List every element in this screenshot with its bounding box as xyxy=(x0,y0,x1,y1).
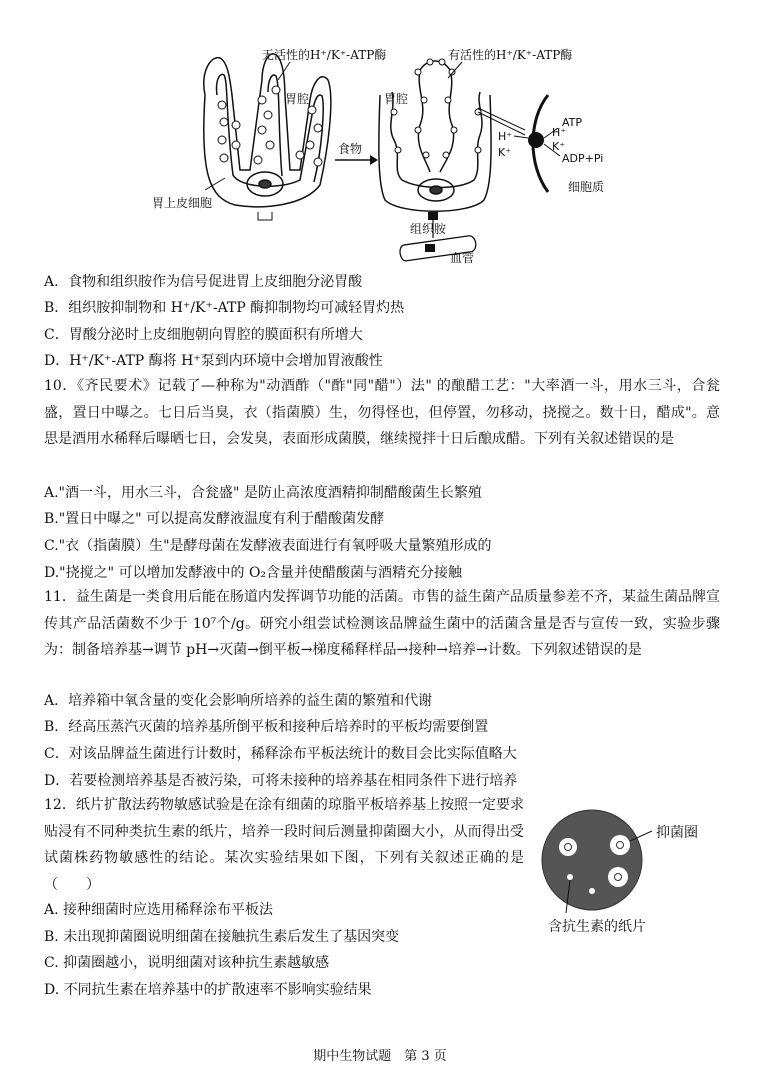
stomach-acid-figure xyxy=(0,0,760,270)
q10-option-b: B."置日中曝之" 可以提高发酵液温度有利于醋酸菌发酵 xyxy=(44,511,385,527)
q12-stem: 12．纸片扩散法药物敏感试验是在涂有细菌的琼脂平板培养基上按照一定要求贴浸有不同种类抗生素的纸片，培养一段时间后测量抑菌圈大小，从而得出受试菌株药物敏感性的结论。某次实验结果如下图，下列有关叙述正确的是（ ） xyxy=(44,797,524,893)
q10-option-d: D."挠搅之" 可以增加发酵液中的 O₂含量并使醋酸菌与酒精充分接触 xyxy=(44,565,463,581)
page-footer: 期中生物试题 第 3 页 xyxy=(313,1049,447,1064)
antibiotic-paper-label: 含抗生素的纸片 xyxy=(548,919,646,935)
q12-option-b: B. 未出现抑菌圈说明细菌在接触抗生素后发生了基因突变 xyxy=(44,929,400,945)
q10-option-c: C."衣（指菌膜）生"是酵母菌在发酵液表面进行有氧呼吸大量繁殖形成的 xyxy=(44,538,492,554)
stomach-acid-diagram xyxy=(0,0,760,270)
inhibition-zone xyxy=(608,867,628,887)
q12-option-c: C. 抑菌圈越小，说明细菌对该种抗生素越敏感 xyxy=(44,955,330,971)
food-label: 食物 xyxy=(338,142,363,156)
q9-option-a: A．食物和组织胺作为信号促进胃上皮细胞分泌胃酸 xyxy=(44,274,363,290)
q10-option-a: A."酒一斗，用水三斗，合瓮盛" 是防止高浓度酒精抑制醋酸菌生长繁殖 xyxy=(44,485,482,501)
h-ion-in-label: H⁺ xyxy=(552,126,567,139)
q11-stem: 11．益生菌是一类食用后能在肠道内发挥调节功能的活菌。市售的益生菌产品质量参差不齐，某益生菌品牌宣传其产品活菌数不少于 10⁷个/g。研究小组尝试检测该品牌益生菌中的活菌含量是否与宣传一致，实验步骤为：制备培养基→调节 pH→灭菌→倒平板→梯度稀释样品→接种→培养→计数。下列叙述错误的是 xyxy=(44,589,720,659)
inactive-enzyme-label: 无活性的H⁺/K⁺-ATP酶 xyxy=(262,48,387,62)
inhibition-zone xyxy=(610,835,630,855)
q12-option-d: D. 不同抗生素在培养基中的扩散速率不影响实验结果 xyxy=(44,982,372,998)
h-ion-out-label: H⁺ xyxy=(498,130,513,143)
antibiotic-paper-disc xyxy=(567,874,573,880)
cytoplasm-label: 细胞质 xyxy=(568,180,605,194)
lumen-label-left: 胃腔 xyxy=(285,92,310,106)
atp-label: ATP xyxy=(562,116,583,129)
q11-option-d: D．若要检测培养基是否被污染，可将未接种的培养基在相同条件下进行培养 xyxy=(44,773,518,789)
q9-option-c: C．胃酸分泌时上皮细胞朝向胃腔的膜面积有所增大 xyxy=(44,327,363,343)
q11-option-c: C．对该品牌益生菌进行计数时，稀释涂布平板法统计的数目会比实际值略大 xyxy=(44,746,517,762)
epithelial-cell-label: 胃上皮细胞 xyxy=(152,196,213,210)
q11-option-b: B．经高压蒸汽灭菌的培养基所倒平板和接种后培养时的平板均需要倒置 xyxy=(44,719,489,735)
k-ion-in-label: K⁺ xyxy=(552,140,566,153)
antibiotic-paper-disc xyxy=(589,888,595,894)
inhibition-zone-label: 抑菌圈 xyxy=(656,825,698,841)
k-ion-out-label: K⁺ xyxy=(498,146,512,159)
active-enzyme-label: 有活性的H⁺/K⁺-ATP酶 xyxy=(448,48,573,62)
blood-vessel-label: 血管 xyxy=(450,251,475,265)
membrane-pumps xyxy=(391,59,481,158)
adp-label: ADP+Pi xyxy=(562,152,604,165)
histamine-label: 组织胺 xyxy=(410,222,447,236)
left-epithelial-cell xyxy=(204,54,331,207)
right-epithelial-cell xyxy=(379,61,491,211)
q12-option-a: A. 接种细菌时应选用稀释涂布平板法 xyxy=(44,902,274,918)
q9-option-b: B．组织胺抑制物和 H⁺/K⁺-ATP 酶抑制物均可减轻胃灼热 xyxy=(44,300,405,316)
lumen-label-right: 胃腔 xyxy=(384,92,409,106)
q9-option-d: D．H⁺/K⁺-ATP 酶将 H⁺泵到内环境中会增加胃液酸性 xyxy=(44,353,383,369)
q11-option-a: A．培养箱中氧含量的变化会影响所培养的益生菌的繁殖和代谢 xyxy=(44,693,433,709)
petri-dish-figure xyxy=(540,805,660,915)
q10-stem: 10．《齐民要术》记载了—种称为"动酒酢（"酢"同"醋"）法" 的酿醋工艺："大率酒一斗，用水三斗，合瓮盛，置日中曝之。七日后当臭，衣（指菌膜）生，勿得怪也，但停置，勿移动，挠搅之。数十日，醋成"。意思是酒用水稀释后曝晒七日，会发臭，表面形成菌膜，继续搅拌十日后酿成醋。下列有关叙述错误的是 xyxy=(44,378,720,448)
inhibition-zone xyxy=(559,838,577,856)
